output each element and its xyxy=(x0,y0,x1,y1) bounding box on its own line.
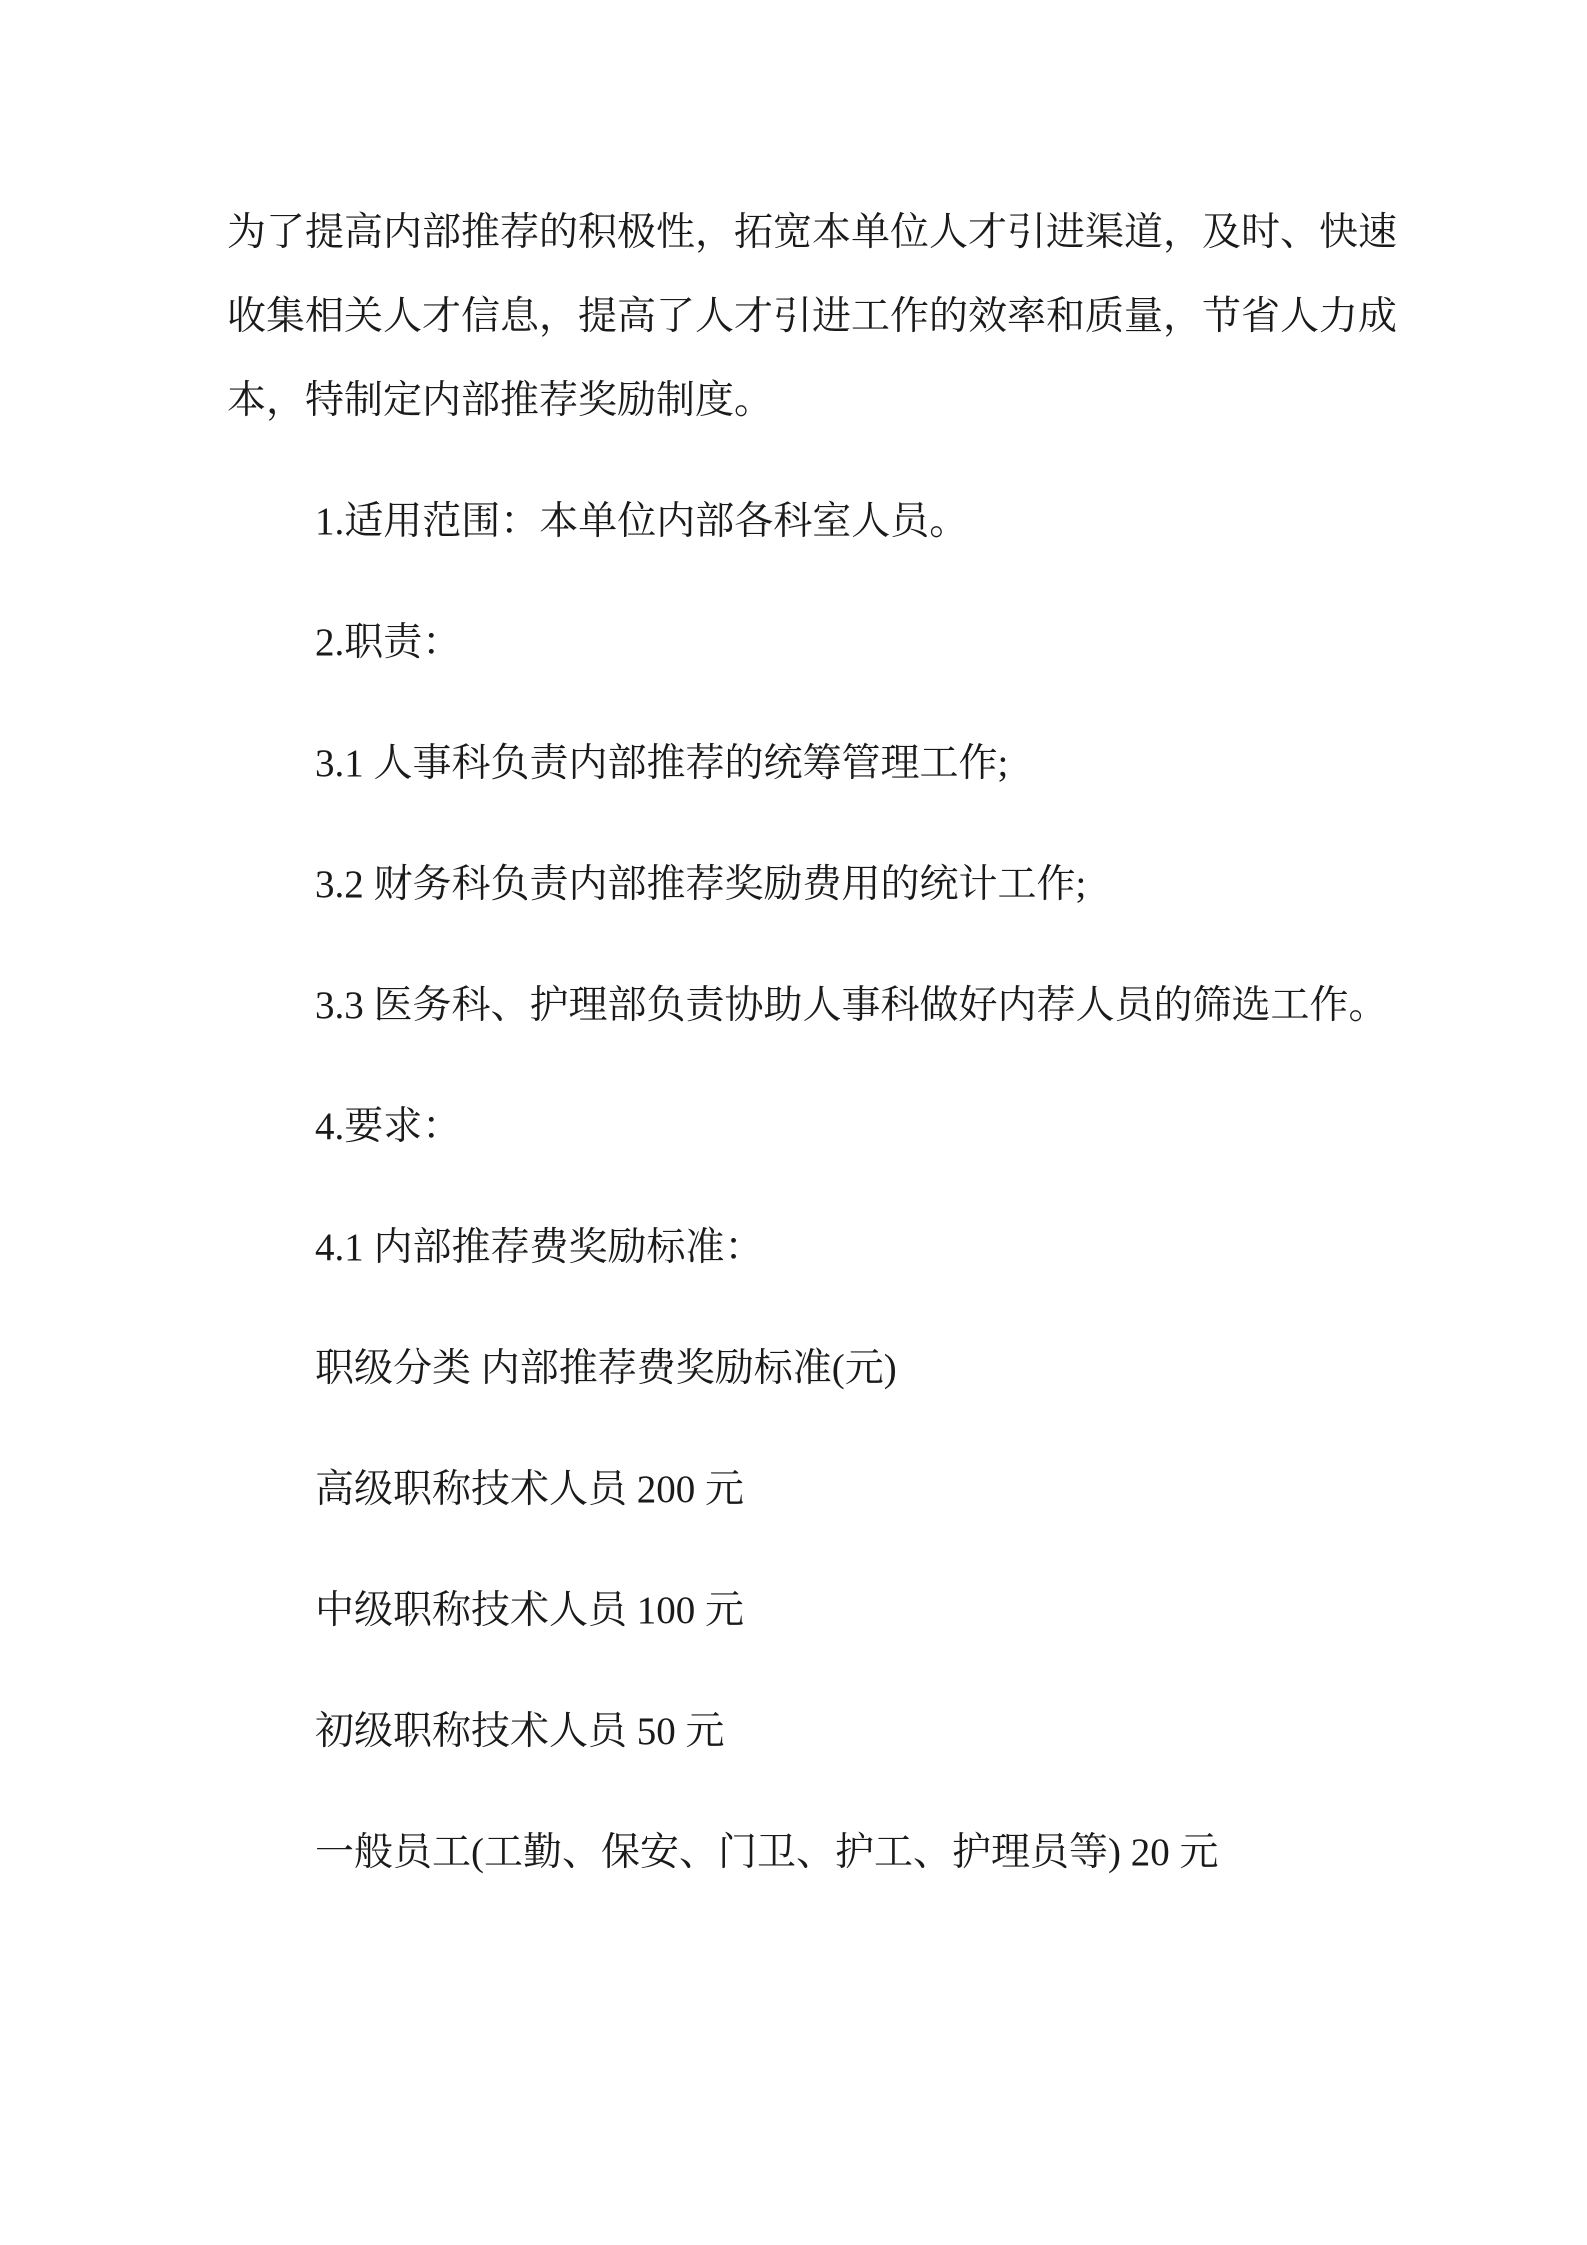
text-line: 2.职责： xyxy=(315,621,462,664)
text-line: 收集相关人才信息，提高了人才引进工作的效率和质量，节省人力成 xyxy=(227,295,1398,338)
text-line: 3.3 医务科、护理部负责协助人事科做好内荐人员的筛选工作。 xyxy=(315,984,1388,1027)
text-line: 职级分类 内部推荐费奖励标准(元) xyxy=(315,1347,897,1390)
text-line: 3.2 财务科负责内部推荐奖励费用的统计工作; xyxy=(315,863,1087,906)
intro-paragraph xyxy=(227,191,1437,443)
text-line: 4.要求： xyxy=(315,1105,462,1148)
text-line: 4.1 内部推荐费奖励标准： xyxy=(315,1226,764,1269)
text-line: 高级职称技术人员 200 元 xyxy=(315,1468,745,1511)
text-line: 1.适用范围：本单位内部各科室人员。 xyxy=(315,500,969,543)
item-responsibility-3-2 xyxy=(227,843,1437,927)
item-reward-standard-heading xyxy=(227,1206,1437,1290)
reward-row-senior xyxy=(227,1448,1437,1532)
text-line: 一般员工(工勤、保安、门卫、护工、护理员等) 20 元 xyxy=(315,1831,1219,1874)
reward-row-junior xyxy=(227,1690,1437,1774)
text-line: 初级职称技术人员 50 元 xyxy=(315,1710,725,1753)
text-line: 中级职称技术人员 100 元 xyxy=(315,1589,745,1632)
item-scope xyxy=(227,480,1437,564)
reward-row-intermediate xyxy=(227,1569,1437,1653)
reward-table-header xyxy=(227,1327,1437,1411)
reward-row-general-staff xyxy=(227,1811,1437,1895)
item-responsibility-3-3 xyxy=(227,964,1437,1048)
text-line: 本，特制定内部推荐奖励制度。 xyxy=(227,379,774,422)
item-requirements-heading xyxy=(227,1085,1437,1169)
item-responsibilities-heading xyxy=(227,601,1437,685)
text-line: 3.1 人事科负责内部推荐的统筹管理工作; xyxy=(315,742,1009,785)
text-line: 为了提高内部推荐的积极性，拓宽本单位人才引进渠道，及时、快速 xyxy=(227,211,1398,254)
item-responsibility-3-1 xyxy=(227,722,1437,806)
